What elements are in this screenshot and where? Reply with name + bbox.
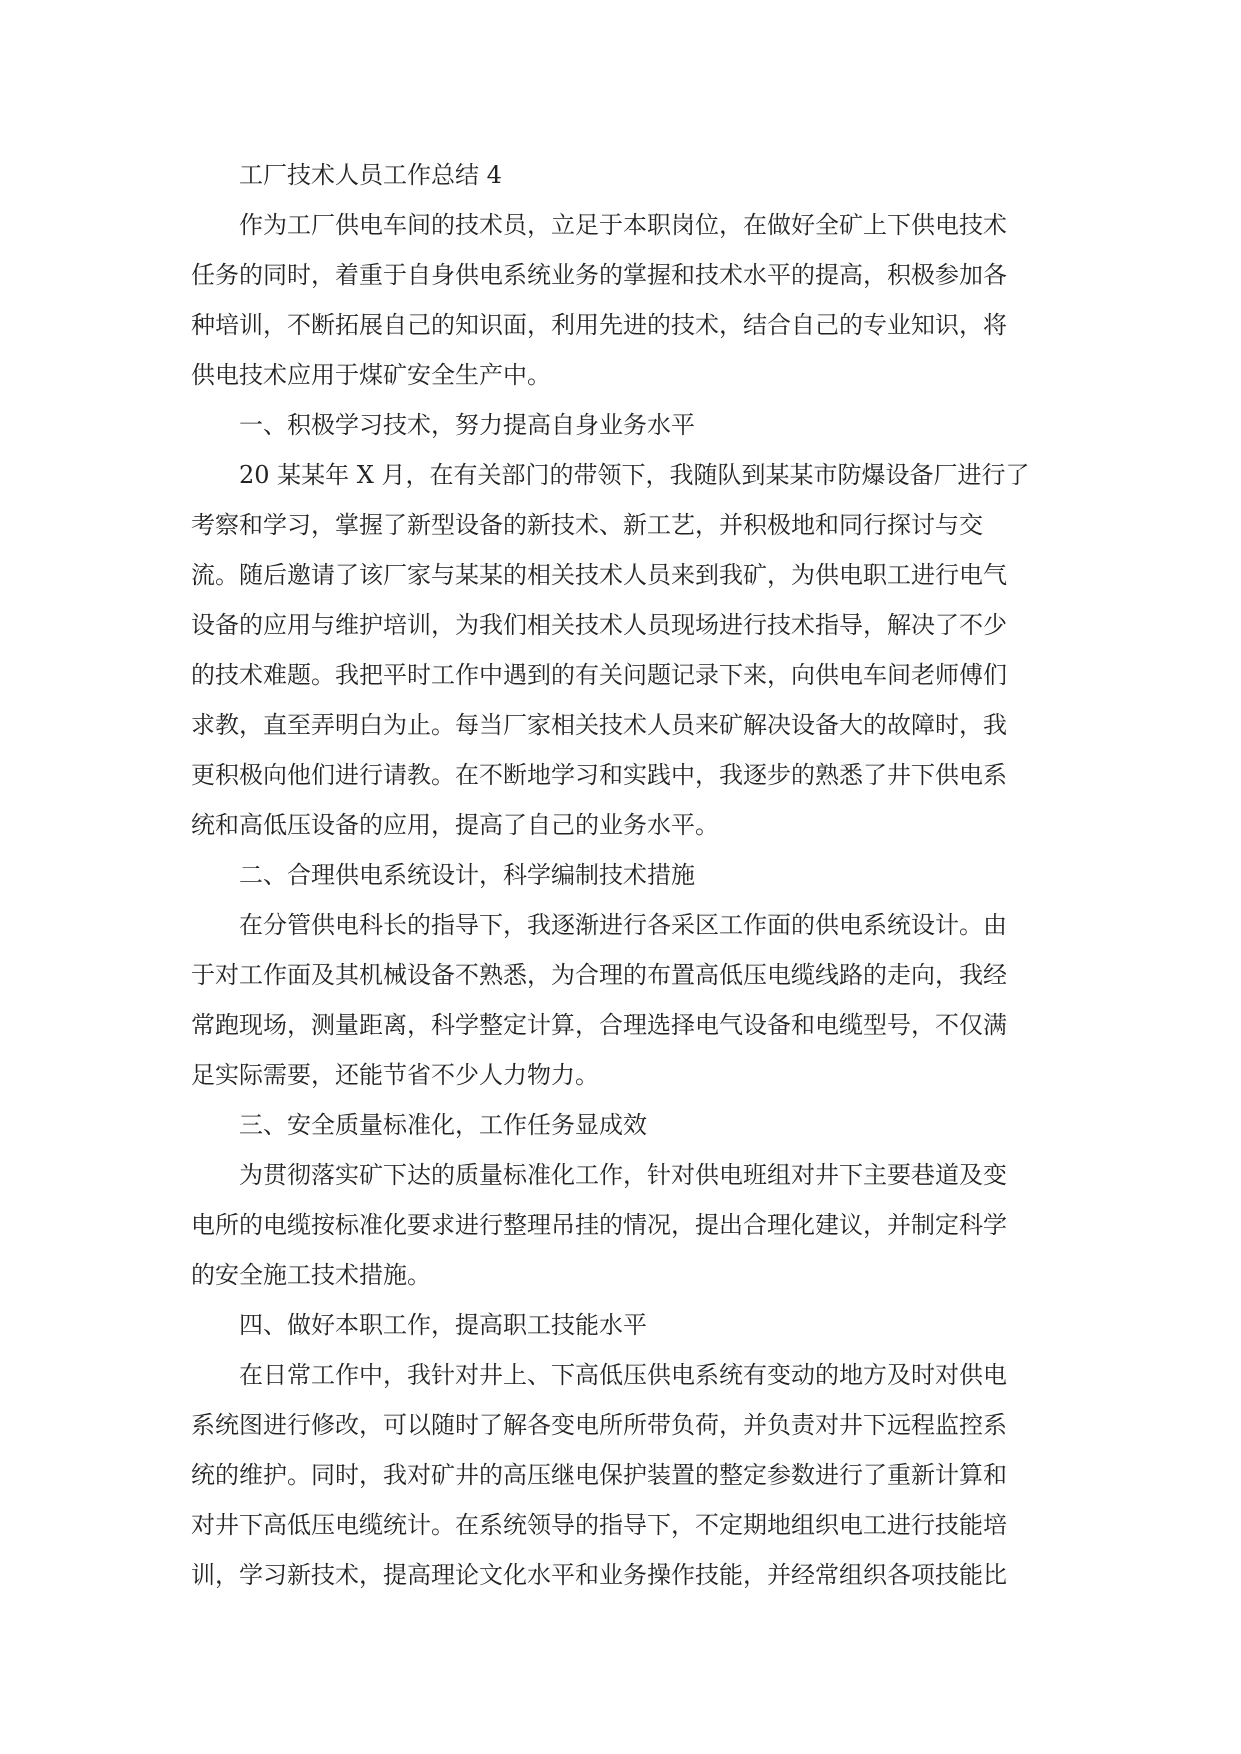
text-line: 统的维护。同时，我对矿井的高压继电保护装置的整定参数进行了重新计算和 — [191, 1461, 1007, 1489]
text-line: 供电技术应用于煤矿安全生产中。 — [191, 361, 551, 389]
text-line: 任务的同时，着重于自身供电系统业务的掌握和技术水平的提高，积极参加各 — [191, 261, 1007, 289]
text-line: 更积极向他们进行请教。在不断地学习和实践中，我逐步的熟悉了井下供电系 — [191, 761, 1007, 789]
text-line: 在日常工作中，我针对井上、下高低压供电系统有变动的地方及时对供电 — [239, 1361, 1007, 1389]
text-line: 流。随后邀请了该厂家与某某的相关技术人员来到我矿，为供电职工进行电气 — [191, 561, 1007, 589]
text-line: 训，学习新技术，提高理论文化水平和业务操作技能，并经常组织各项技能比 — [191, 1561, 1007, 1589]
document-body — [191, 150, 1051, 1600]
text-line: 足实际需要，还能节省不少人力物力。 — [191, 1061, 599, 1089]
document-title: 工厂技术人员工作总结 4 — [239, 161, 502, 189]
text-line: 考察和学习，掌握了新型设备的新技术、新工艺，并积极地和同行探讨与交 — [191, 511, 983, 539]
text-line: 20 某某年 X 月，在有关部门的带领下，我随队到某某市防爆设备厂进行了 — [239, 461, 1030, 489]
text-line: 在分管供电科长的指导下，我逐渐进行各采区工作面的供电系统设计。由 — [239, 911, 1007, 939]
text-line: 统和高低压设备的应用，提高了自己的业务水平。 — [191, 811, 719, 839]
text-line: 一、积极学习技术，努力提高自身业务水平 — [239, 411, 695, 439]
text-line: 四、做好本职工作，提高职工技能水平 — [239, 1311, 647, 1339]
text-line: 于对工作面及其机械设备不熟悉，为合理的布置高低压电缆线路的走向，我经 — [191, 961, 1007, 989]
text-line: 系统图进行修改，可以随时了解各变电所所带负荷，并负责对井下远程监控系 — [191, 1411, 1007, 1439]
document-text — [191, 200, 1051, 1600]
text-line: 为贯彻落实矿下达的质量标准化工作，针对供电班组对井下主要巷道及变 — [239, 1161, 1007, 1189]
text-line: 的技术难题。我把平时工作中遇到的有关问题记录下来，向供电车间老师傅们 — [191, 661, 1007, 689]
text-line: 作为工厂供电车间的技术员，立足于本职岗位，在做好全矿上下供电技术 — [239, 211, 1007, 239]
text-line: 对井下高低压电缆统计。在系统领导的指导下，不定期地组织电工进行技能培 — [191, 1511, 1007, 1539]
text-line: 设备的应用与维护培训，为我们相关技术人员现场进行技术指导，解决了不少 — [191, 611, 1007, 639]
text-line: 的安全施工技术措施。 — [191, 1261, 431, 1289]
text-line: 常跑现场，测量距离，科学整定计算，合理选择电气设备和电缆型号，不仅满 — [191, 1011, 1007, 1039]
text-line: 三、安全质量标准化，工作任务显成效 — [239, 1111, 647, 1139]
text-line: 二、合理供电系统设计，科学编制技术措施 — [239, 861, 695, 889]
text-line: 电所的电缆按标准化要求进行整理吊挂的情况，提出合理化建议，并制定科学 — [191, 1211, 1007, 1239]
text-line: 求教，直至弄明白为止。每当厂家相关技术人员来矿解决设备大的故障时，我 — [191, 711, 1007, 739]
text-line: 种培训，不断拓展自己的知识面，利用先进的技术，结合自己的专业知识，将 — [191, 311, 1007, 339]
